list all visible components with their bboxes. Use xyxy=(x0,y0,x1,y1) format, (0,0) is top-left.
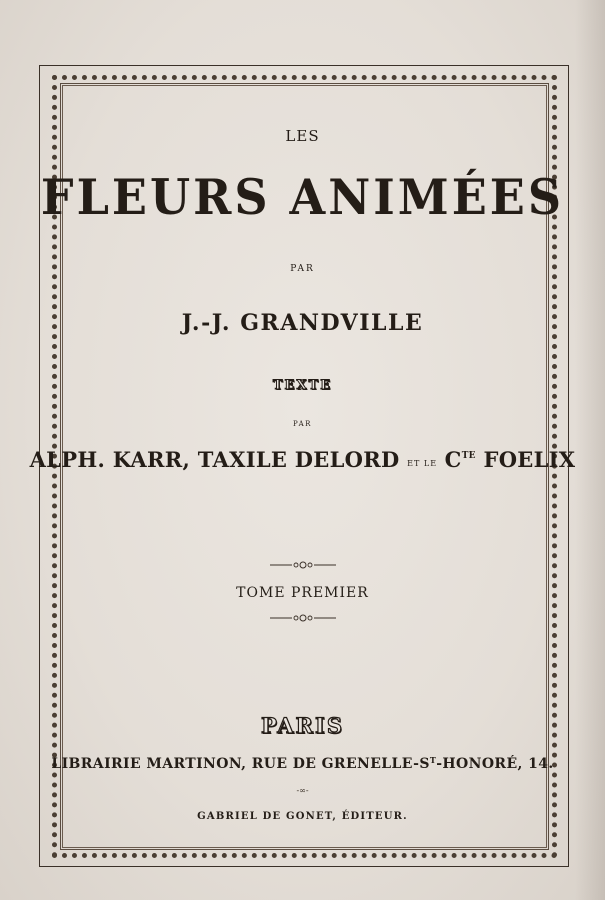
authors-title-abbrev: C xyxy=(444,447,462,472)
by-line-2: PAR xyxy=(293,420,312,428)
authors-title-sup: TE xyxy=(461,451,476,461)
authors-names-2: FOELIX xyxy=(483,447,576,472)
illustrator-name: J.-J. GRANDVILLE xyxy=(181,310,424,336)
book-title: FLEURS ANIMÉES xyxy=(40,168,565,226)
city-name: PARIS xyxy=(261,713,344,738)
publisher-sup: T xyxy=(429,755,437,765)
authors-line xyxy=(0,447,605,472)
by-line-1: PAR xyxy=(290,264,315,274)
separator-mark: -∞- xyxy=(296,786,309,795)
publisher-text-2: -HONORÉ, 14. xyxy=(436,756,554,772)
ornament-rule-top xyxy=(270,560,336,573)
authors-names-1: ALPH. KARR, TAXILE DELORD xyxy=(29,447,400,472)
ornament-rule-bottom xyxy=(270,613,336,626)
page-shadow xyxy=(575,0,605,900)
editor-line: GABRIEL DE GONET, ÉDITEUR. xyxy=(197,811,408,822)
flourish-icon xyxy=(270,613,336,623)
volume-label: TOME PREMIER xyxy=(236,585,369,601)
authors-conjunction: ET LE xyxy=(407,459,438,468)
text-label: TEXTE xyxy=(272,378,333,393)
publisher-line xyxy=(0,755,605,772)
publisher-text-1: LIBRAIRIE MARTINON, RUE DE GRENELLE-S xyxy=(51,756,430,772)
flourish-icon xyxy=(270,560,336,570)
pre-title: LES xyxy=(285,127,320,145)
